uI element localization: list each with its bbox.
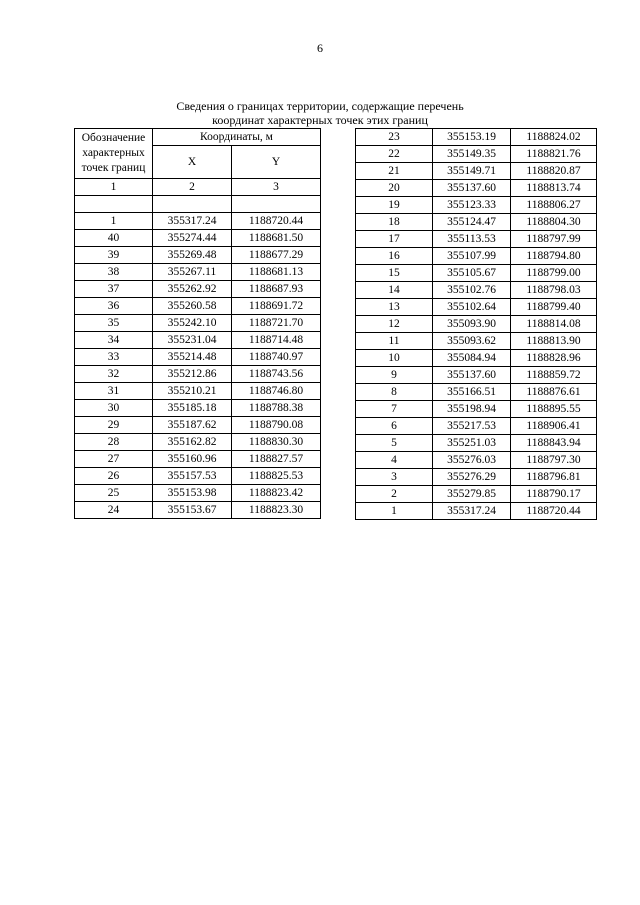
- coordinate-y-cell: 1188720.44: [232, 213, 321, 230]
- table-row: [356, 469, 597, 486]
- coordinates-table-left: [74, 128, 321, 519]
- header-row: [75, 129, 321, 146]
- coordinate-y-cell: 1188790.08: [232, 417, 321, 434]
- coordinate-x-cell: 355153.19: [433, 129, 511, 146]
- column-number: 2: [153, 179, 232, 196]
- point-number-cell: 20: [356, 180, 433, 197]
- table-row: [75, 332, 321, 349]
- table-row: [356, 146, 597, 163]
- coordinate-y-cell: 1188743.56: [232, 366, 321, 383]
- coordinate-x-cell: 355107.99: [433, 248, 511, 265]
- coordinate-x-cell: 355166.51: [433, 384, 511, 401]
- coordinate-x-cell: 355162.82: [153, 434, 232, 451]
- point-number-cell: 10: [356, 350, 433, 367]
- header-y: Y: [232, 146, 321, 179]
- point-number-cell: 40: [75, 230, 153, 247]
- coordinate-y-cell: 1188721.70: [232, 315, 321, 332]
- blank-cell: [75, 196, 153, 213]
- point-number-cell: 11: [356, 333, 433, 350]
- point-number-cell: 23: [356, 129, 433, 146]
- coordinate-x-cell: 355267.11: [153, 264, 232, 281]
- coordinate-y-cell: 1188806.27: [511, 197, 597, 214]
- point-number-cell: 33: [75, 349, 153, 366]
- coordinate-x-cell: 355210.21: [153, 383, 232, 400]
- point-number-cell: 1: [356, 503, 433, 520]
- coordinate-x-cell: 355153.98: [153, 485, 232, 502]
- point-number-cell: 38: [75, 264, 153, 281]
- point-number-cell: 16: [356, 248, 433, 265]
- coordinate-x-cell: 355185.18: [153, 400, 232, 417]
- point-number-cell: 24: [75, 502, 153, 519]
- table-row: [356, 248, 597, 265]
- header-coordinates: Координаты, м: [153, 129, 321, 146]
- coordinate-y-cell: 1188828.96: [511, 350, 597, 367]
- coordinate-y-cell: 1188827.57: [232, 451, 321, 468]
- coordinate-x-cell: 355113.53: [433, 231, 511, 248]
- coordinate-x-cell: 355198.94: [433, 401, 511, 418]
- coordinate-x-cell: 355084.94: [433, 350, 511, 367]
- coordinate-x-cell: 355137.60: [433, 180, 511, 197]
- coordinate-x-cell: 355157.53: [153, 468, 232, 485]
- header-x: X: [153, 146, 232, 179]
- coordinate-x-cell: 355231.04: [153, 332, 232, 349]
- point-number-cell: 18: [356, 214, 433, 231]
- title-line-1: Сведения о границах территории, содержащие перечень: [176, 99, 464, 113]
- coordinate-x-cell: 355102.76: [433, 282, 511, 299]
- coordinate-y-cell: 1188799.00: [511, 265, 597, 282]
- coordinate-x-cell: 355317.24: [433, 503, 511, 520]
- coordinate-x-cell: 355214.48: [153, 349, 232, 366]
- point-number-cell: 29: [75, 417, 153, 434]
- table-row: [356, 452, 597, 469]
- coordinate-y-cell: 1188677.29: [232, 247, 321, 264]
- coordinate-y-cell: 1188681.50: [232, 230, 321, 247]
- coordinate-x-cell: 355160.96: [153, 451, 232, 468]
- table-row: [356, 350, 597, 367]
- table-row: [356, 214, 597, 231]
- coordinate-x-cell: 355102.64: [433, 299, 511, 316]
- table-row: [356, 401, 597, 418]
- point-number-cell: 30: [75, 400, 153, 417]
- coordinate-y-cell: 1188821.76: [511, 146, 597, 163]
- point-number-cell: 39: [75, 247, 153, 264]
- coordinate-y-cell: 1188906.41: [511, 418, 597, 435]
- table-row: [356, 197, 597, 214]
- point-number-cell: 4: [356, 452, 433, 469]
- point-number-cell: 14: [356, 282, 433, 299]
- coordinate-y-cell: 1188823.42: [232, 485, 321, 502]
- point-number-cell: 5: [356, 435, 433, 452]
- coordinate-y-cell: 1188790.17: [511, 486, 597, 503]
- point-number-cell: 9: [356, 367, 433, 384]
- coordinate-y-cell: 1188691.72: [232, 298, 321, 315]
- header-designation-line-3: точек границ: [81, 162, 146, 174]
- table-row: [356, 180, 597, 197]
- table-row: [75, 264, 321, 281]
- point-number-cell: 1: [75, 213, 153, 230]
- table-row: [75, 485, 321, 502]
- table-row: [356, 299, 597, 316]
- table-row: [356, 418, 597, 435]
- coordinate-x-cell: 355137.60: [433, 367, 511, 384]
- coordinate-x-cell: 355123.33: [433, 197, 511, 214]
- coordinate-y-cell: 1188798.03: [511, 282, 597, 299]
- page-title: [0, 99, 640, 127]
- table-row: [356, 486, 597, 503]
- table-row: [75, 417, 321, 434]
- table-row: [356, 367, 597, 384]
- table-row: [75, 434, 321, 451]
- table-row: [356, 129, 597, 146]
- table-row: [356, 333, 597, 350]
- coordinate-x-cell: 355093.90: [433, 316, 511, 333]
- point-number-cell: 28: [75, 434, 153, 451]
- coordinate-x-cell: 355105.67: [433, 265, 511, 282]
- coordinate-y-cell: 1188843.94: [511, 435, 597, 452]
- point-number-cell: 22: [356, 146, 433, 163]
- table-row: [75, 298, 321, 315]
- coordinate-x-cell: 355260.58: [153, 298, 232, 315]
- coordinate-x-cell: 355276.29: [433, 469, 511, 486]
- table-row: [75, 281, 321, 298]
- point-number-cell: 27: [75, 451, 153, 468]
- table-row: [75, 383, 321, 400]
- point-number-cell: 2: [356, 486, 433, 503]
- point-number-cell: 7: [356, 401, 433, 418]
- point-number-cell: 34: [75, 332, 153, 349]
- table-row: [75, 213, 321, 230]
- coordinate-y-cell: 1188813.90: [511, 333, 597, 350]
- blank-cell: [153, 196, 232, 213]
- coordinate-x-cell: 355124.47: [433, 214, 511, 231]
- table-row: [356, 231, 597, 248]
- coordinate-y-cell: 1188820.87: [511, 163, 597, 180]
- coordinate-y-cell: 1188687.93: [232, 281, 321, 298]
- coordinate-x-cell: 355276.03: [433, 452, 511, 469]
- coordinates-table-right: [355, 128, 597, 520]
- coordinate-x-cell: 355149.71: [433, 163, 511, 180]
- point-number-cell: 25: [75, 485, 153, 502]
- table-row: [75, 315, 321, 332]
- coordinate-y-cell: 1188797.99: [511, 231, 597, 248]
- coordinate-x-cell: 355153.67: [153, 502, 232, 519]
- coordinate-y-cell: 1188746.80: [232, 383, 321, 400]
- blank-cell: [232, 196, 321, 213]
- point-number-cell: 8: [356, 384, 433, 401]
- point-number-cell: 36: [75, 298, 153, 315]
- coordinate-y-cell: 1188859.72: [511, 367, 597, 384]
- coordinate-x-cell: 355279.85: [433, 486, 511, 503]
- page-number: 6: [317, 41, 323, 55]
- column-number-row: [75, 179, 321, 196]
- coordinate-y-cell: 1188681.13: [232, 264, 321, 281]
- table-row: [75, 468, 321, 485]
- point-number-cell: 37: [75, 281, 153, 298]
- table-row: [75, 451, 321, 468]
- table-row: [75, 366, 321, 383]
- point-number-cell: 32: [75, 366, 153, 383]
- coordinate-x-cell: 355217.53: [433, 418, 511, 435]
- table-row: [75, 349, 321, 366]
- point-number-cell: 31: [75, 383, 153, 400]
- coordinate-x-cell: 355093.62: [433, 333, 511, 350]
- table-row: [356, 384, 597, 401]
- header-designation-line-2: характерных: [82, 147, 145, 159]
- table-row: [356, 503, 597, 520]
- coordinate-y-cell: 1188804.30: [511, 214, 597, 231]
- coordinate-y-cell: 1188794.80: [511, 248, 597, 265]
- coordinate-y-cell: 1188895.55: [511, 401, 597, 418]
- point-number-cell: 6: [356, 418, 433, 435]
- coordinate-x-cell: 355269.48: [153, 247, 232, 264]
- coordinate-y-cell: 1188813.74: [511, 180, 597, 197]
- coordinate-y-cell: 1188796.81: [511, 469, 597, 486]
- header-designation-line-1: Обозначение: [81, 132, 146, 144]
- point-number-cell: 19: [356, 197, 433, 214]
- table-row: [356, 163, 597, 180]
- point-number-cell: 21: [356, 163, 433, 180]
- coordinate-y-cell: 1188824.02: [511, 129, 597, 146]
- table-row: [356, 435, 597, 452]
- table-row: [356, 265, 597, 282]
- table-row: [75, 247, 321, 264]
- coordinate-y-cell: 1188830.30: [232, 434, 321, 451]
- coordinate-x-cell: 355212.86: [153, 366, 232, 383]
- column-number: 3: [232, 179, 321, 196]
- table-row: [75, 400, 321, 417]
- coordinate-y-cell: 1188797.30: [511, 452, 597, 469]
- table-row: [75, 230, 321, 247]
- coordinate-y-cell: 1188720.44: [511, 503, 597, 520]
- point-number-cell: 3: [356, 469, 433, 486]
- point-number-cell: 26: [75, 468, 153, 485]
- point-number-cell: 12: [356, 316, 433, 333]
- coordinate-x-cell: 355242.10: [153, 315, 232, 332]
- coordinate-y-cell: 1188799.40: [511, 299, 597, 316]
- point-number-cell: 15: [356, 265, 433, 282]
- coordinate-y-cell: 1188714.48: [232, 332, 321, 349]
- coordinate-y-cell: 1188788.38: [232, 400, 321, 417]
- coordinate-y-cell: 1188823.30: [232, 502, 321, 519]
- coordinate-x-cell: 355149.35: [433, 146, 511, 163]
- coordinate-x-cell: 355262.92: [153, 281, 232, 298]
- coordinate-x-cell: 355317.24: [153, 213, 232, 230]
- table-row: [75, 502, 321, 519]
- coordinate-y-cell: 1188814.08: [511, 316, 597, 333]
- coordinate-x-cell: 355187.62: [153, 417, 232, 434]
- header-designation: [75, 129, 153, 179]
- column-number: 1: [75, 179, 153, 196]
- coordinate-x-cell: 355251.03: [433, 435, 511, 452]
- coordinate-y-cell: 1188740.97: [232, 349, 321, 366]
- table-row: [356, 316, 597, 333]
- coordinate-x-cell: 355274.44: [153, 230, 232, 247]
- point-number-cell: 35: [75, 315, 153, 332]
- table-row: [356, 282, 597, 299]
- blank-row: [75, 196, 321, 213]
- title-line-2: координат характерных точек этих границ: [212, 113, 428, 127]
- coordinate-y-cell: 1188876.61: [511, 384, 597, 401]
- point-number-cell: 17: [356, 231, 433, 248]
- point-number-cell: 13: [356, 299, 433, 316]
- coordinate-y-cell: 1188825.53: [232, 468, 321, 485]
